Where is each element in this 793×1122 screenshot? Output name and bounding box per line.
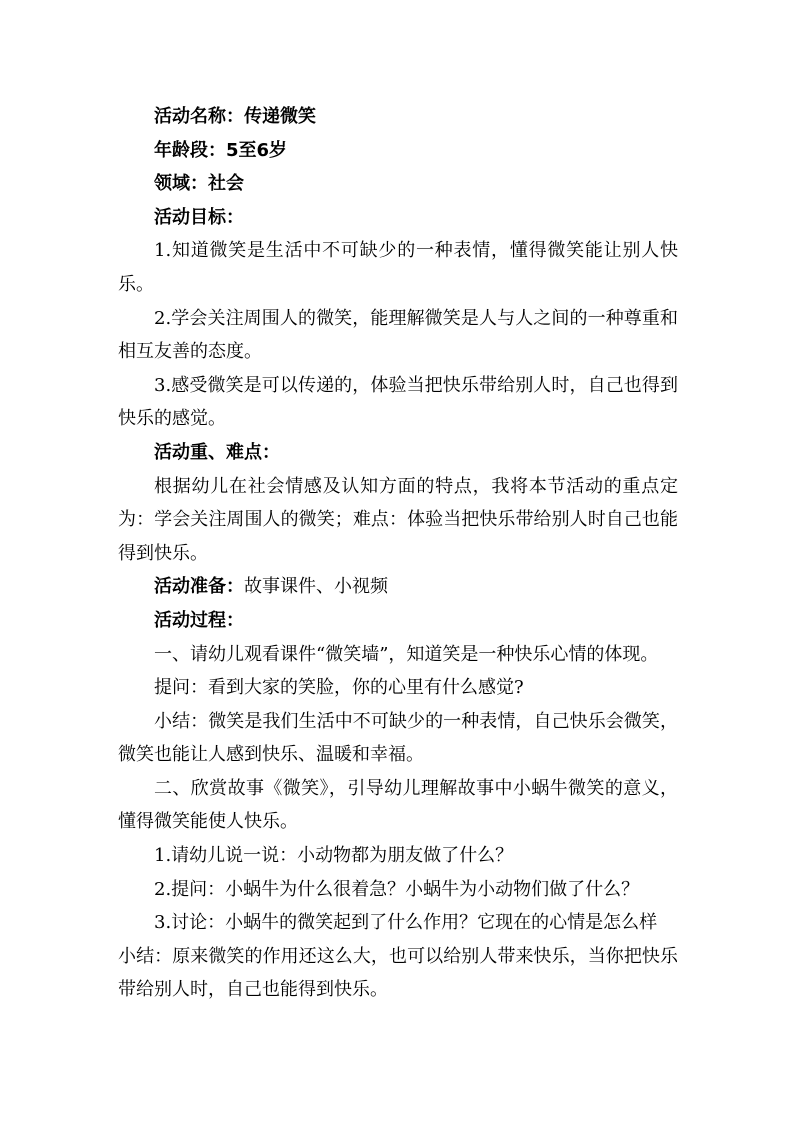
prep-line [118,570,678,604]
process-step: 3.讨论：小蜗牛的微笑起到了什么作用？它现在的心情是怎么样 [154,912,658,934]
field-label: 领域： [154,173,208,195]
activity-name-label: 活动名称： [154,106,244,127]
process-heading: 活动过程： [154,609,244,631]
age-value: 5至6岁 [226,139,288,161]
age-label: 年龄段： [154,139,226,161]
process-step: 2.提问：小蜗牛为什么很着急？小蜗牛为小动物们做了什么？ [154,878,640,900]
key-points-text: 根据幼儿在社会情感及认知方面的特点，我将本节活动的重点定为：学会关注周围人的微笑；难点：体验当把快乐带给别人时自己也能得到快乐。 [118,475,678,564]
prep-label: 活动准备： [154,576,244,598]
process-step: 1.请幼儿说一说：小动物都为朋友做了什么？ [154,845,514,867]
activity-name-value: 传递微笑 [244,106,316,127]
process-step: 一、请幼儿观看课件“微笑墙”，知道笑是一种快乐心情的体现。 [154,643,659,665]
field-value: 社会 [208,173,244,195]
field-line [118,167,678,201]
summary-text: 小结：原来微笑的作用还这么大，也可以给别人带来快乐，当你把快乐带给别人时，自己也能得到快乐。 [118,945,678,1001]
age-line [118,134,678,168]
document-page [118,100,678,1007]
goal-item: 3.感受微笑是可以传递的，体验当把快乐带给别人时，自己也得到快乐的感觉。 [118,374,678,430]
process-step: 小结：微笑是我们生活中不可缺少的一种表情，自己快乐会微笑，微笑也能让人感到快乐、温暖和幸福。 [118,710,678,766]
goal-item: 2.学会关注周围人的微笑，能理解微笑是人与人之间的一种尊重和相互友善的态度。 [118,307,678,363]
process-step: 提问：看到大家的笑脸，你的心里有什么感觉? [154,677,524,699]
goals-heading: 活动目标： [154,206,244,228]
key-points-heading: 活动重、难点： [154,441,280,463]
goal-item: 1.知道微笑是生活中不可缺少的一种表情，懂得微笑能让别人快乐。 [118,240,678,295]
prep-value: 故事课件、小视频 [244,576,388,598]
activity-name-line [118,100,678,134]
process-step: 二、欣赏故事《微笑》，引导幼儿理解故事中小蜗牛微笑的意义，懂得微笑能使人快乐。 [118,777,678,833]
